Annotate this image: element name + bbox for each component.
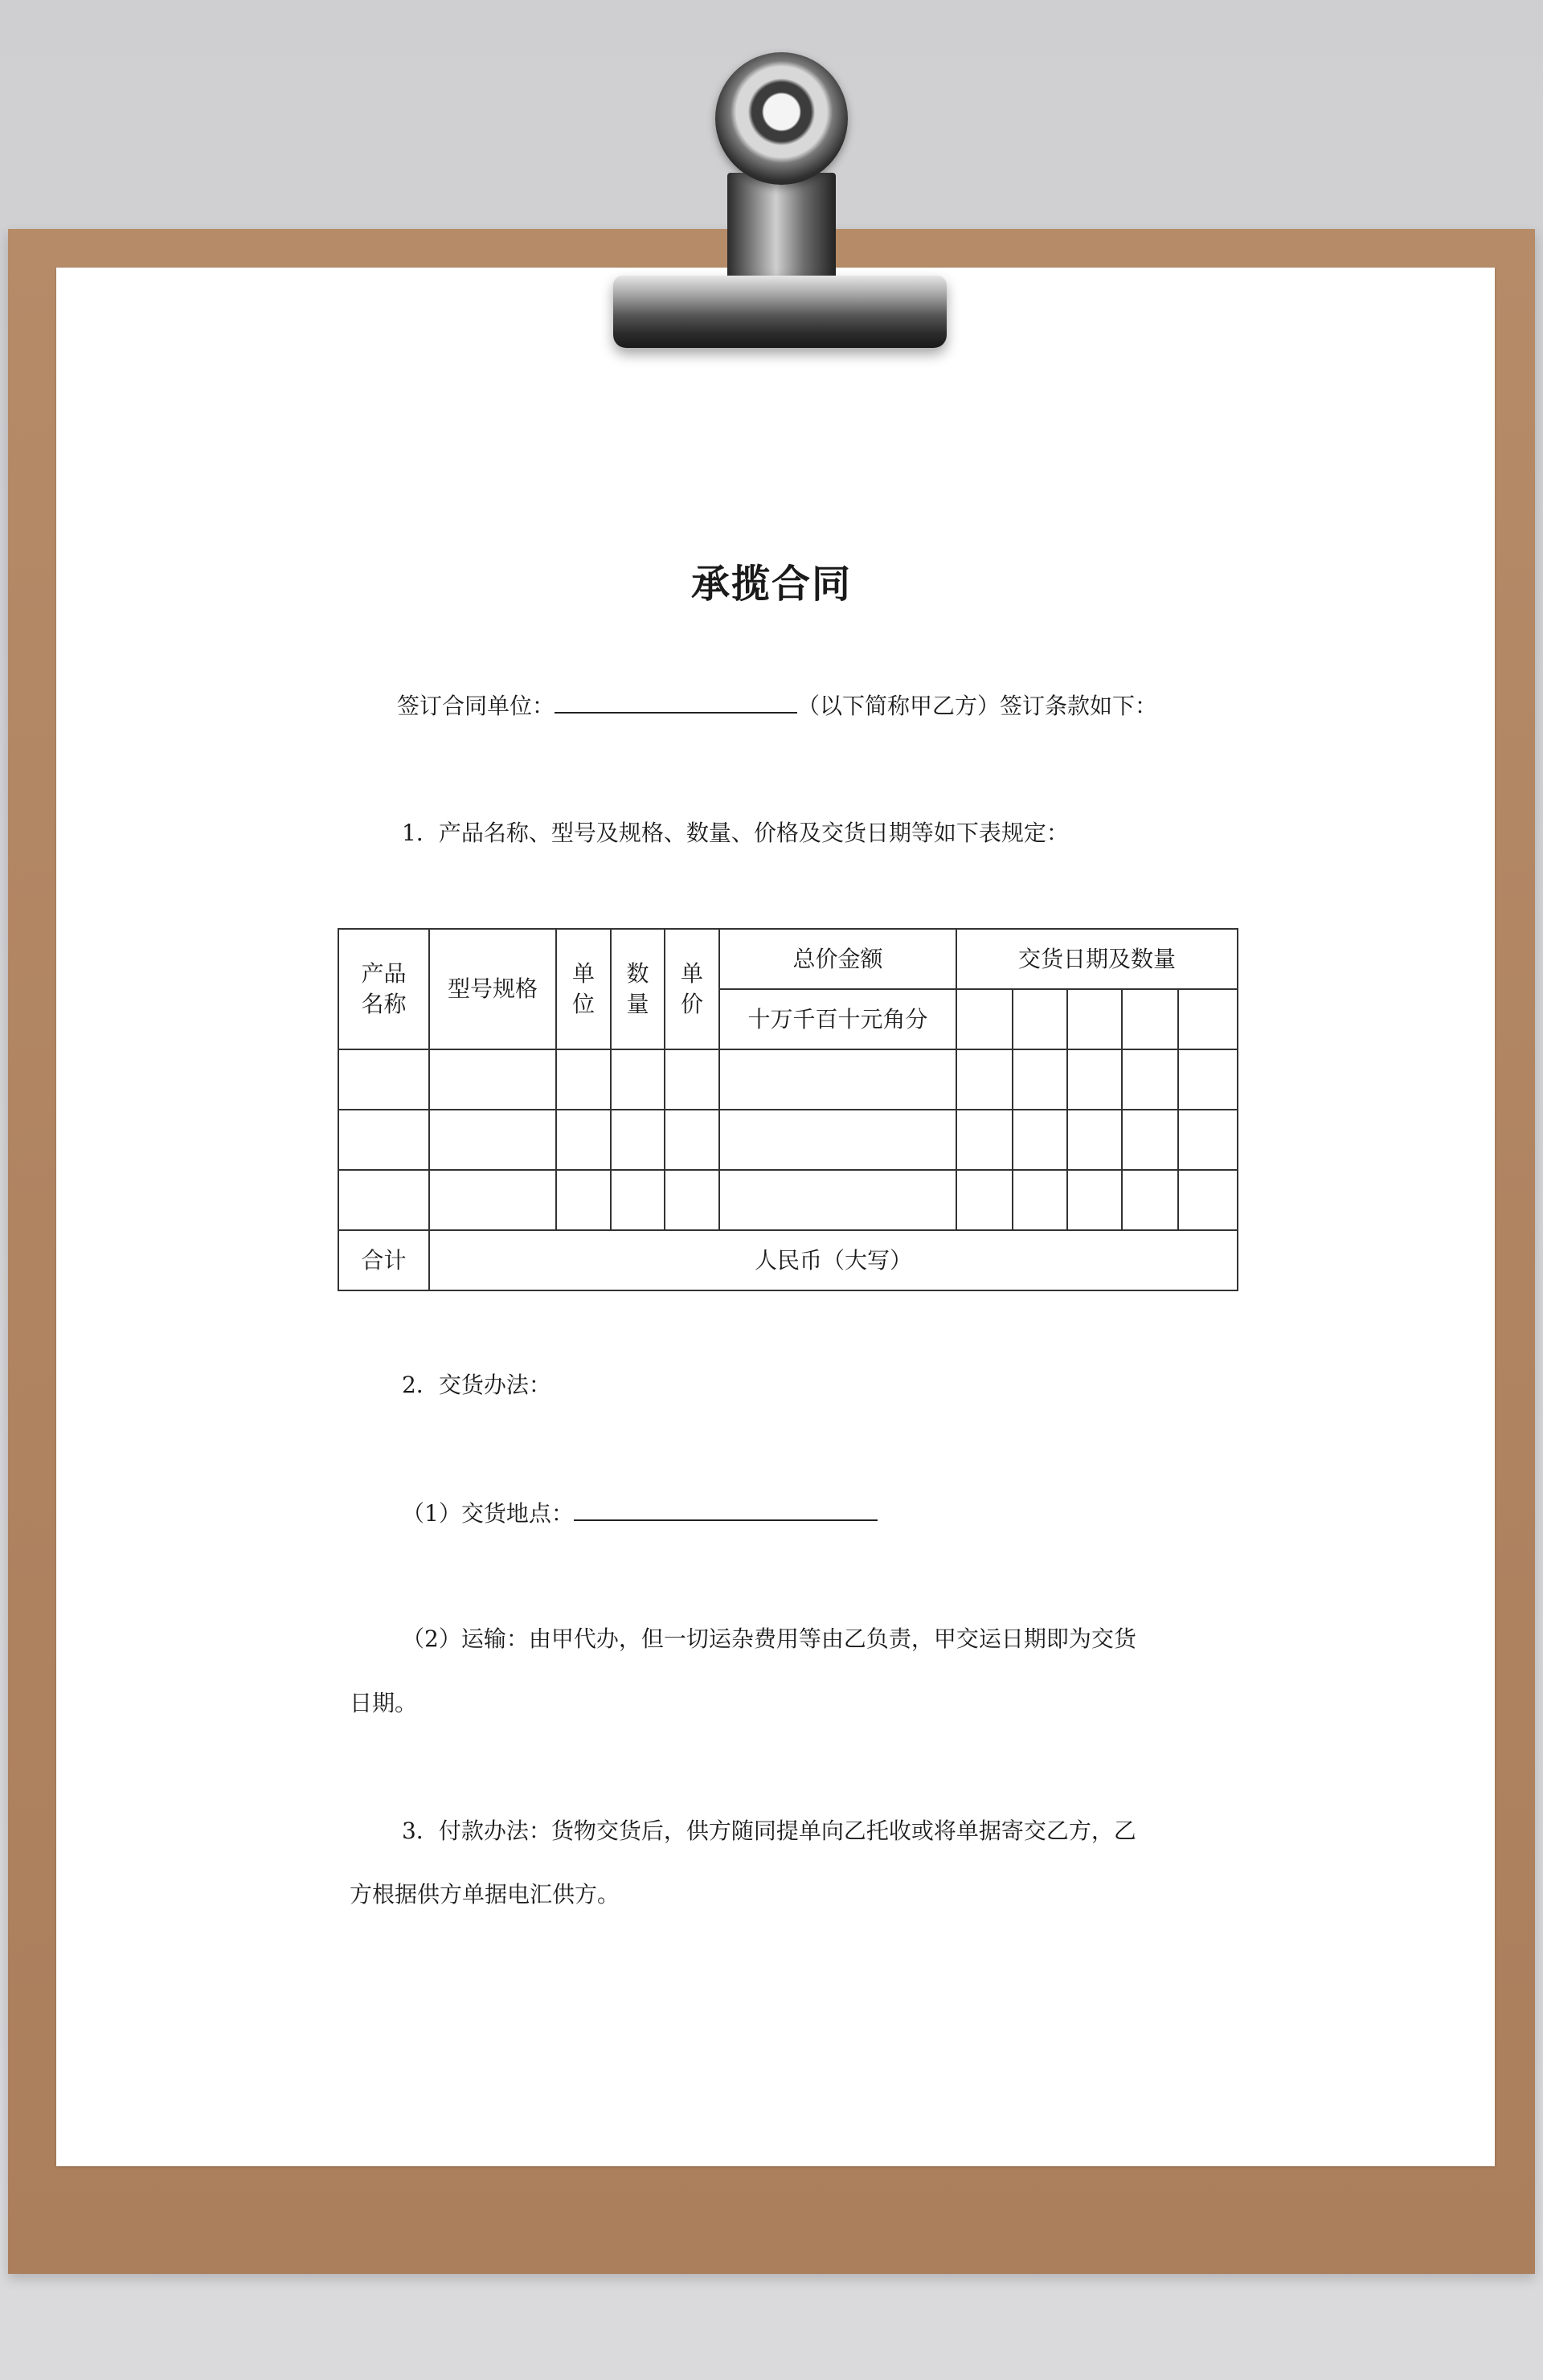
table-cell bbox=[1178, 1049, 1238, 1110]
table-cell bbox=[338, 1170, 429, 1230]
product-table bbox=[338, 928, 1238, 1291]
table-cell bbox=[1067, 1170, 1122, 1230]
table-cell bbox=[1067, 1049, 1122, 1110]
table-cell bbox=[1013, 1049, 1067, 1110]
table-cell bbox=[429, 1049, 556, 1110]
table-cell bbox=[338, 1110, 429, 1170]
clause-2-1 bbox=[402, 1499, 878, 1527]
table-cell bbox=[1122, 1110, 1178, 1170]
header-total-amount: 总价金额 bbox=[719, 929, 956, 989]
clip-ring bbox=[715, 52, 848, 185]
table-row bbox=[338, 1170, 1238, 1230]
clause-2: 2．交货办法： bbox=[402, 1372, 551, 1398]
table-cell bbox=[1013, 1170, 1067, 1230]
table-cell bbox=[556, 1110, 611, 1170]
clause-2-2-line1: （2）运输：由甲代办，但一切运杂费用等由乙负责，甲交运日期即为交货 bbox=[402, 1626, 1136, 1652]
table-cell bbox=[665, 1049, 719, 1110]
table-cell bbox=[1122, 1170, 1178, 1230]
clip-base bbox=[613, 276, 947, 348]
intro-suffix: （以下简称甲乙方）签订条款如下： bbox=[797, 693, 1158, 719]
table-cell bbox=[1178, 1110, 1238, 1170]
table-cell bbox=[429, 1110, 556, 1170]
table-cell bbox=[1122, 1049, 1178, 1110]
intro-line bbox=[397, 691, 1157, 720]
table-row bbox=[338, 1110, 1238, 1170]
table-cell bbox=[719, 1049, 956, 1110]
table-cell bbox=[956, 989, 1013, 1049]
table-cell bbox=[1013, 989, 1067, 1049]
header-unit: 单位 bbox=[556, 929, 611, 1049]
table-cell bbox=[1067, 1110, 1122, 1170]
table-cell bbox=[719, 1170, 956, 1230]
total-value: 人民币（大写） bbox=[429, 1230, 1238, 1290]
header-delivery-date-qty: 交货日期及数量 bbox=[956, 929, 1238, 989]
table-cell bbox=[1178, 1170, 1238, 1230]
intro-prefix: 签订合同单位： bbox=[397, 693, 555, 719]
table-cell bbox=[611, 1170, 665, 1230]
table-cell bbox=[611, 1110, 665, 1170]
table-cell bbox=[556, 1049, 611, 1110]
total-label: 合计 bbox=[338, 1230, 429, 1290]
contract-party-blank bbox=[555, 691, 797, 714]
table-cell bbox=[1122, 989, 1178, 1049]
delivery-place-label: （1）交货地点： bbox=[402, 1500, 574, 1527]
table-cell bbox=[1178, 989, 1238, 1049]
document-title: 承揽合同 bbox=[690, 562, 852, 607]
clause-2-2-line2: 日期。 bbox=[350, 1690, 418, 1716]
table-cell bbox=[556, 1170, 611, 1230]
table-row bbox=[338, 1049, 1238, 1110]
delivery-place-blank bbox=[574, 1499, 878, 1521]
table-total-row bbox=[338, 1230, 1238, 1290]
clause-3-line2: 方根据供方单据电汇供方。 bbox=[350, 1881, 620, 1908]
table-cell bbox=[1013, 1110, 1067, 1170]
table-cell bbox=[1067, 989, 1122, 1049]
table-cell bbox=[338, 1049, 429, 1110]
header-quantity: 数量 bbox=[611, 929, 665, 1049]
header-product-name: 产品名称 bbox=[338, 929, 429, 1049]
header-unit-price: 单价 bbox=[665, 929, 719, 1049]
table-cell bbox=[956, 1170, 1013, 1230]
table-cell bbox=[719, 1110, 956, 1170]
table-cell bbox=[956, 1110, 1013, 1170]
table-cell bbox=[665, 1170, 719, 1230]
header-model-spec: 型号规格 bbox=[429, 929, 556, 1049]
table-cell bbox=[956, 1049, 1013, 1110]
table-cell bbox=[665, 1110, 719, 1170]
table-cell bbox=[611, 1049, 665, 1110]
header-amount-digits: 十万千百十元角分 bbox=[719, 989, 956, 1049]
clip-neck bbox=[727, 173, 836, 289]
table-cell bbox=[429, 1170, 556, 1230]
clause-3-line1: 3．付款办法：货物交货后，供方随同提单向乙托收或将单据寄交乙方，乙 bbox=[402, 1818, 1136, 1844]
clause-1: 1．产品名称、型号及规格、数量、价格及交货日期等如下表规定： bbox=[402, 820, 1069, 846]
